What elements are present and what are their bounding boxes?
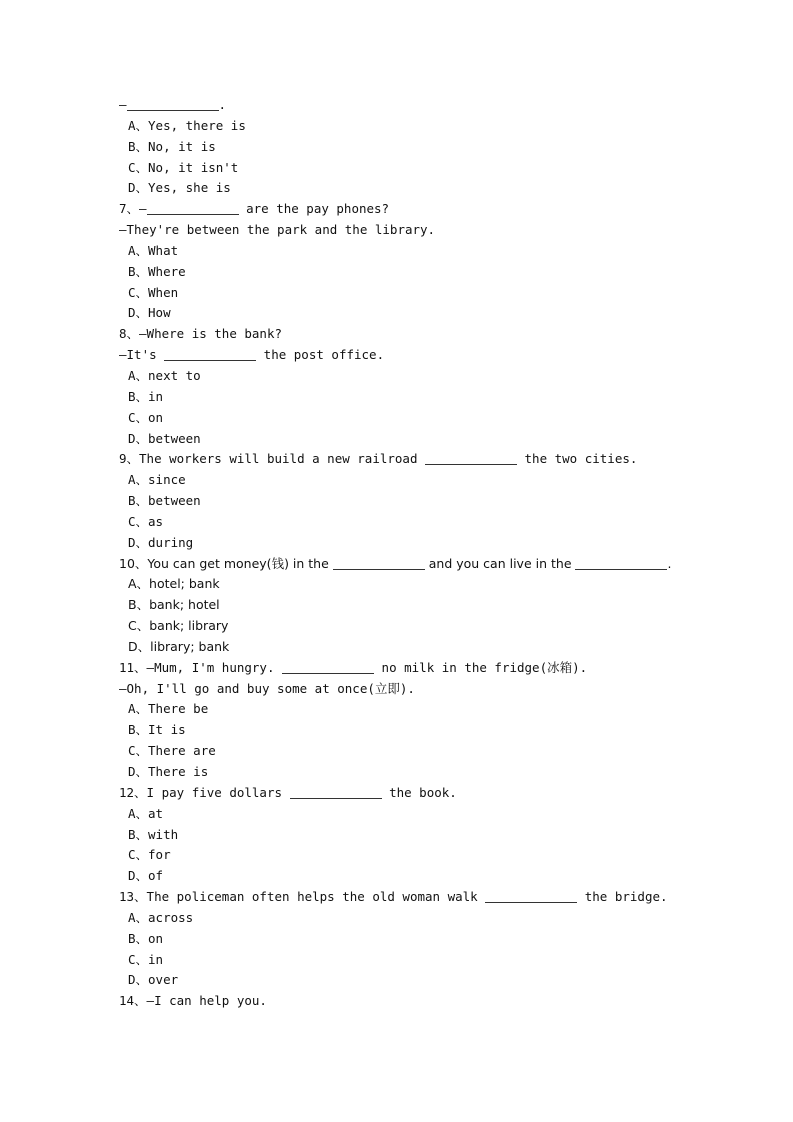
stem-text: 10、You can get money(钱) in the: [119, 555, 333, 571]
question-0: [119, 95, 719, 199]
answer-option[interactable]: C、for: [128, 847, 171, 863]
stem-text: .: [667, 555, 672, 571]
answer-option[interactable]: C、on: [128, 409, 164, 425]
answer-blank: [575, 556, 667, 570]
question-reply: [119, 345, 719, 366]
answer-option[interactable]: D、library; bank: [128, 638, 230, 654]
stem-text: 14、—I can help you.: [119, 993, 267, 1009]
answer-blank: [290, 785, 382, 799]
question-1: [119, 199, 719, 324]
answer-option[interactable]: A、at: [128, 805, 164, 821]
question-5: [119, 658, 719, 783]
answer-option[interactable]: A、Yes, there is: [128, 117, 246, 133]
answer-option[interactable]: B、on: [128, 930, 164, 946]
stem-text: the book.: [381, 784, 457, 800]
answer-option[interactable]: D、There is: [128, 764, 209, 779]
stem-text: .: [218, 97, 227, 112]
answer-option[interactable]: A、hotel; bank: [128, 576, 220, 592]
question-stem: [119, 783, 719, 804]
answer-option[interactable]: C、as: [128, 513, 164, 529]
question-stem: [119, 199, 719, 220]
answer-option[interactable]: D、How: [128, 305, 171, 321]
question-stem: [119, 887, 719, 908]
stem-text: and you can live in the: [424, 555, 576, 571]
question-3: [119, 449, 719, 553]
answer-blank: [485, 889, 577, 903]
answer-option[interactable]: D、of: [128, 868, 164, 884]
answer-option[interactable]: B、Where: [128, 263, 186, 279]
question-reply: —They're between the park and the library.: [119, 222, 436, 238]
answer-option[interactable]: B、between: [128, 493, 201, 509]
question-stem: [119, 95, 719, 116]
answer-option[interactable]: B、with: [128, 826, 179, 842]
stem-text: 13、The policeman often helps the old woman walk: [119, 889, 486, 905]
answer-option[interactable]: A、What: [128, 242, 179, 258]
answer-option[interactable]: B、No, it is: [128, 138, 216, 154]
answer-option[interactable]: B、bank; hotel: [128, 597, 220, 613]
answer-option[interactable]: D、Yes, she is: [128, 180, 231, 196]
question-4: [119, 554, 719, 658]
stem-text: are the pay phones?: [238, 201, 390, 217]
stem-text: no milk in the fridge(冰箱).: [374, 659, 588, 675]
answer-blank: [164, 347, 256, 361]
stem-text: 9、The workers will build a new railroad: [119, 451, 425, 467]
stem-text: —: [119, 97, 127, 112]
question-2: [119, 324, 719, 449]
stem-text: 11、—Mum, I'm hungry.: [119, 659, 283, 675]
answer-option[interactable]: B、It is: [128, 722, 186, 738]
stem-text: 7、—: [119, 201, 147, 217]
answer-blank: [333, 556, 425, 570]
answer-option[interactable]: D、between: [128, 430, 201, 446]
answer-option[interactable]: C、bank; library: [128, 618, 229, 634]
answer-blank: [127, 97, 219, 111]
answer-option[interactable]: C、There are: [128, 743, 216, 759]
answer-option[interactable]: A、across: [128, 909, 194, 925]
answer-option[interactable]: A、There be: [128, 701, 209, 717]
question-stem: [119, 449, 719, 470]
stem-text: the two cities.: [517, 451, 638, 467]
question-stem: [119, 554, 719, 575]
stem-text: 8、—Where is the bank?: [119, 326, 283, 342]
question-stem: [119, 658, 719, 679]
stem-text: the post office.: [256, 347, 385, 363]
answer-option[interactable]: B、in: [128, 388, 164, 404]
answer-option[interactable]: A、next to: [128, 367, 201, 383]
stem-text: 12、I pay five dollars: [119, 784, 290, 800]
answer-option[interactable]: C、No, it isn't: [128, 159, 239, 175]
question-6: [119, 783, 719, 887]
question-stem: [119, 991, 719, 1012]
answer-option[interactable]: D、during: [128, 534, 194, 550]
answer-blank: [425, 451, 517, 465]
answer-option[interactable]: C、When: [128, 284, 179, 300]
question-stem: [119, 324, 719, 345]
question-8: [119, 991, 719, 1012]
stem-text: —It's: [119, 347, 165, 363]
answer-option[interactable]: C、in: [128, 951, 164, 967]
answer-option[interactable]: D、over: [128, 972, 179, 988]
answer-blank: [147, 201, 239, 215]
stem-text: the bridge.: [577, 889, 668, 905]
question-7: [119, 887, 719, 991]
answer-option[interactable]: A、since: [128, 472, 186, 488]
answer-blank: [282, 660, 374, 674]
worksheet: [119, 95, 719, 1012]
question-reply: —Oh, I'll go and buy some at once(立即).: [119, 680, 415, 696]
